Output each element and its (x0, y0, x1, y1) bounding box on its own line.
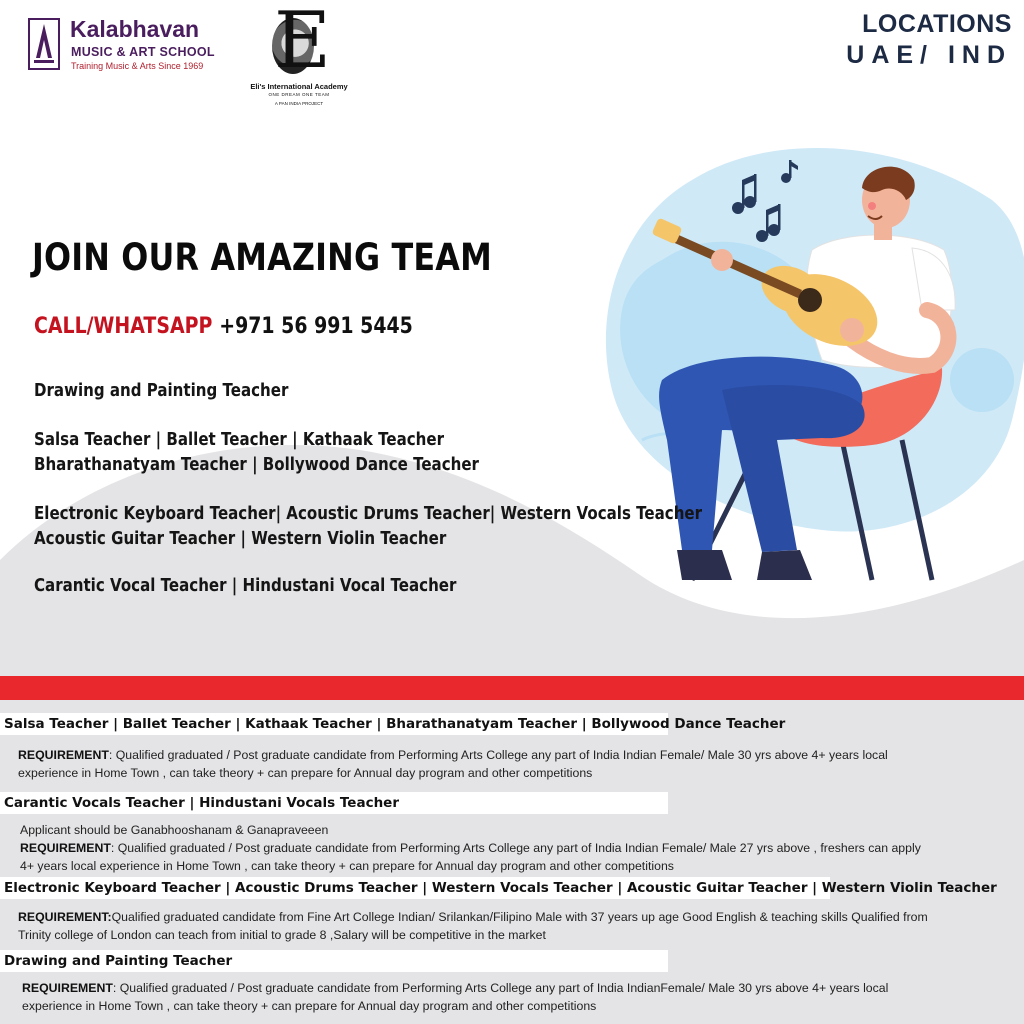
requirement-line (18, 908, 928, 926)
academy-logo (244, 0, 354, 106)
requirement-text: : Qualified graduated / Post graduate candidate from Performing Arts College any part of India Indian Female/ Male 30 yrs above 4+ years local (108, 748, 888, 762)
requirement-line (22, 997, 888, 1015)
school-tagline: Training Music & Arts Since 1969 (71, 61, 204, 71)
page-title: JOIN OUR AMAZING TEAM (32, 236, 492, 279)
requirement-label: REQUIREMENT: (18, 910, 112, 924)
requirement-label: REQUIREMENT (18, 748, 109, 762)
school-logo (26, 14, 226, 76)
job-line: Acoustic Guitar Teacher | Western Violin Teacher (34, 529, 447, 549)
call-whatsapp-label: CALL/WHATSAPP (34, 314, 213, 339)
requirement-line (18, 926, 928, 944)
academy-tagline: ONE DREAM ONE TEAM (268, 92, 330, 97)
school-name: Kalabhavan (70, 16, 200, 42)
requirement-line (22, 979, 888, 997)
requirement-label: REQUIREMENT (22, 981, 113, 995)
locations-label: LOCATIONS (862, 10, 1012, 38)
requirement-text: Applicant should be Ganabhooshanam & Ganapraveeen (20, 823, 329, 837)
section-requirement (18, 746, 888, 782)
locations-value: UAE/ IND (846, 41, 1012, 69)
requirement-line (20, 857, 921, 875)
requirement-text: experience in Home Town , can take theory + can prepare for Annual day program and other competitions (18, 766, 593, 780)
school-logo-icon (28, 18, 60, 70)
section-requirement (22, 979, 888, 1015)
contact-row (34, 314, 413, 339)
section-title: Drawing and Painting Teacher (0, 950, 668, 972)
school-subtitle: MUSIC & ART SCHOOL (71, 45, 215, 59)
requirement-text: : Qualified graduated / Post graduate candidate from Performing Arts College any part of India IndianFemale/ Male 30 yrs above 4+ years local (112, 981, 889, 995)
divider-band (0, 676, 1024, 700)
locations-block (846, 10, 1012, 70)
requirement-text: experience in Home Town , can take theory + can prepare for Annual day program and other competitions (22, 999, 597, 1013)
job-line: Salsa Teacher | Ballet Teacher | Kathaak Teacher (34, 430, 445, 450)
academy-project: A PAN INDIA PROJECT (274, 101, 324, 106)
academy-monogram: E (274, 0, 331, 86)
requirement-text: Qualified graduated candidate from Fine Art College Indian/ Srilankan/Filipino Male with 37 years up age Good English & teaching skills Qualified from (111, 910, 928, 924)
job-line: Bharathanatyam Teacher | Bollywood Dance Teacher (34, 455, 479, 475)
phone-number[interactable]: +971 56 991 5445 (219, 314, 413, 339)
section-title: Carantic Vocals Teacher | Hindustani Vocals Teacher (0, 792, 668, 814)
job-line: Electronic Keyboard Teacher| Acoustic Drums Teacher| Western Vocals Teacher (34, 504, 703, 524)
academy-name: Eli's International Academy (250, 82, 348, 91)
job-line: Carantic Vocal Teacher | Hindustani Vocal Teacher (34, 576, 457, 596)
requirement-line (20, 821, 921, 839)
requirement-line (18, 764, 888, 782)
section-title: Salsa Teacher | Ballet Teacher | Kathaak Teacher | Bharathanatyam Teacher | Bollywood Dance Teacher (0, 713, 668, 735)
requirement-line (18, 746, 888, 764)
musician-illustration (572, 140, 1024, 600)
requirement-label: REQUIREMENT (20, 841, 111, 855)
section-requirement (20, 821, 921, 875)
requirement-line (20, 839, 921, 857)
section-title: Electronic Keyboard Teacher | Acoustic Drums Teacher | Western Vocals Teacher | Acoustic Guitar Teacher | Western Violin Teacher (0, 877, 830, 899)
requirement-text: Trinity college of London can teach from initial to grade 8 ,Salary will be competitive in the market (18, 928, 546, 942)
section-requirement (18, 908, 928, 944)
job-line: Drawing and Painting Teacher (34, 381, 289, 401)
requirement-text: : Qualified graduated / Post graduate candidate from Performing Arts College any part of India Indian Female/ Male 27 yrs above , freshers can apply (110, 841, 921, 855)
requirement-text: 4+ years local experience in Home Town , can take theory + can prepare for Annual day program and other competitions (20, 859, 674, 873)
